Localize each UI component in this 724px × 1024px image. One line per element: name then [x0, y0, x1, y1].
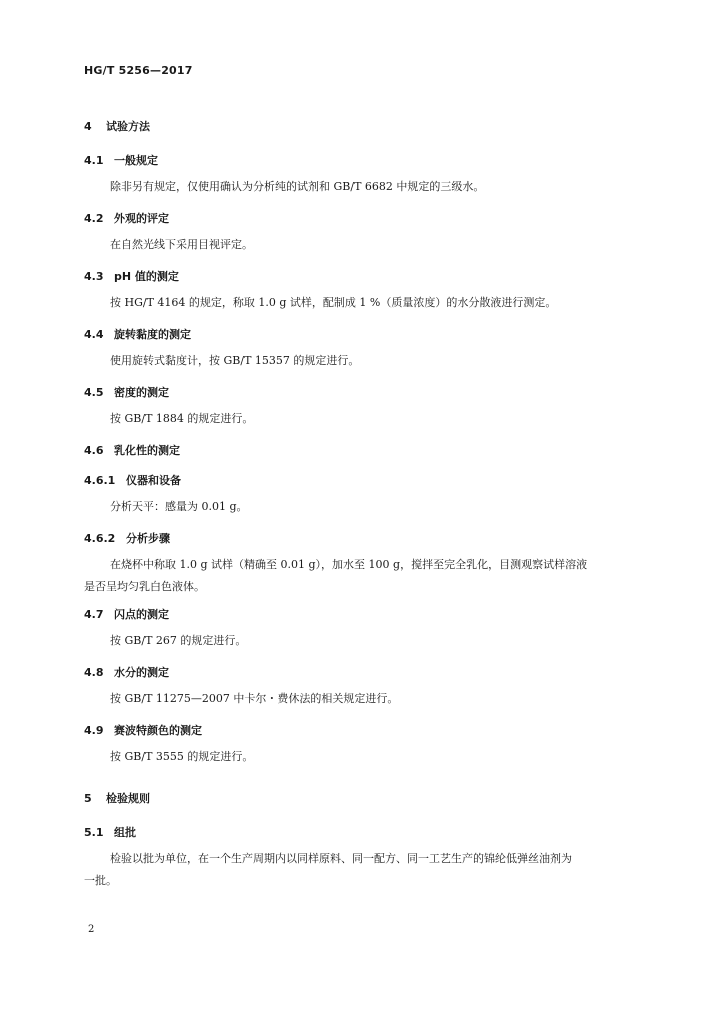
- section-title: 仪器和设备: [126, 474, 181, 487]
- section-4-heading: [84, 118, 150, 134]
- section-4-5-text: 按 GB/T 1884 的规定进行。: [110, 412, 254, 425]
- section-title: 检验规则: [106, 792, 150, 805]
- section-5-1-text: [84, 848, 656, 892]
- section-number: 4.4: [84, 328, 104, 341]
- section-number: 4.6: [84, 444, 104, 457]
- section-number: 4.6.2: [84, 532, 116, 545]
- section-number: 4.1: [84, 154, 104, 167]
- section-4-6-1-heading: [84, 472, 181, 488]
- section-4-7-text: 按 GB/T 267 的规定进行。: [110, 634, 247, 647]
- paragraph-line: 在烧杯中称取 1.0 g 试样（精确至 0.01 g），加水至 100 g，搅拌至完全乳化，目测观察试样溶液: [110, 558, 588, 571]
- section-4-3-text: 按 HG/T 4164 的规定，称取 1.0 g 试样，配制成 1 %（质量浓度）的水分散液进行测定。: [110, 296, 557, 309]
- section-title: 外观的评定: [114, 212, 169, 225]
- section-4-4-heading: [84, 326, 191, 342]
- section-4-3-heading: [84, 268, 179, 284]
- section-title: 密度的测定: [114, 386, 169, 399]
- section-title: pH 值的测定: [114, 270, 179, 283]
- section-4-2-heading: [84, 210, 169, 226]
- section-number: 4: [84, 120, 92, 133]
- page-number: 2: [88, 924, 95, 935]
- section-4-1-text: 除非另有规定，仅使用确认为分析纯的试剂和 GB/T 6682 中规定的三级水。: [110, 180, 485, 193]
- section-number: 5: [84, 792, 92, 805]
- section-number: 4.2: [84, 212, 104, 225]
- section-title: 试验方法: [106, 120, 150, 133]
- section-number: 4.8: [84, 666, 104, 679]
- standard-number: HG/T 5256—2017: [84, 64, 193, 77]
- section-title: 赛波特颜色的测定: [114, 724, 202, 737]
- section-5-heading: [84, 790, 150, 806]
- section-number: 4.3: [84, 270, 104, 283]
- section-number: 4.9: [84, 724, 104, 737]
- section-4-1-heading: [84, 152, 158, 168]
- section-4-9-heading: [84, 722, 202, 738]
- section-4-6-2-heading: [84, 530, 170, 546]
- section-number: 4.6.1: [84, 474, 116, 487]
- section-number: 4.7: [84, 608, 104, 621]
- section-title: 分析步骤: [126, 532, 170, 545]
- paragraph-line: 一批。: [84, 874, 117, 887]
- section-number: 5.1: [84, 826, 104, 839]
- section-4-5-heading: [84, 384, 169, 400]
- section-title: 闪点的测定: [114, 608, 169, 621]
- paragraph-line: 检验以批为单位，在一个生产周期内以同样原料、同一配方、同一工艺生产的锦纶低弹丝油剂为: [110, 852, 572, 865]
- section-5-1-heading: [84, 824, 136, 840]
- section-4-9-text: 按 GB/T 3555 的规定进行。: [110, 750, 254, 763]
- section-4-4-text: 使用旋转式黏度计，按 GB/T 15357 的规定进行。: [110, 354, 360, 367]
- section-4-6-1-text: 分析天平：感量为 0.01 g。: [110, 500, 248, 513]
- section-title: 水分的测定: [114, 666, 169, 679]
- section-title: 乳化性的测定: [114, 444, 180, 457]
- section-4-8-heading: [84, 664, 169, 680]
- section-4-2-text: 在自然光线下采用目视评定。: [110, 238, 253, 251]
- paragraph-line: 是否呈均匀乳白色液体。: [84, 580, 205, 593]
- section-number: 4.5: [84, 386, 104, 399]
- section-title: 组批: [114, 826, 136, 839]
- section-title: 旋转黏度的测定: [114, 328, 191, 341]
- section-title: 一般规定: [114, 154, 158, 167]
- section-4-7-heading: [84, 606, 169, 622]
- section-4-8-text: 按 GB/T 11275—2007 中卡尔・费休法的相关规定进行。: [110, 692, 399, 705]
- section-4-6-heading: [84, 442, 180, 458]
- section-4-6-2-text: [84, 554, 656, 598]
